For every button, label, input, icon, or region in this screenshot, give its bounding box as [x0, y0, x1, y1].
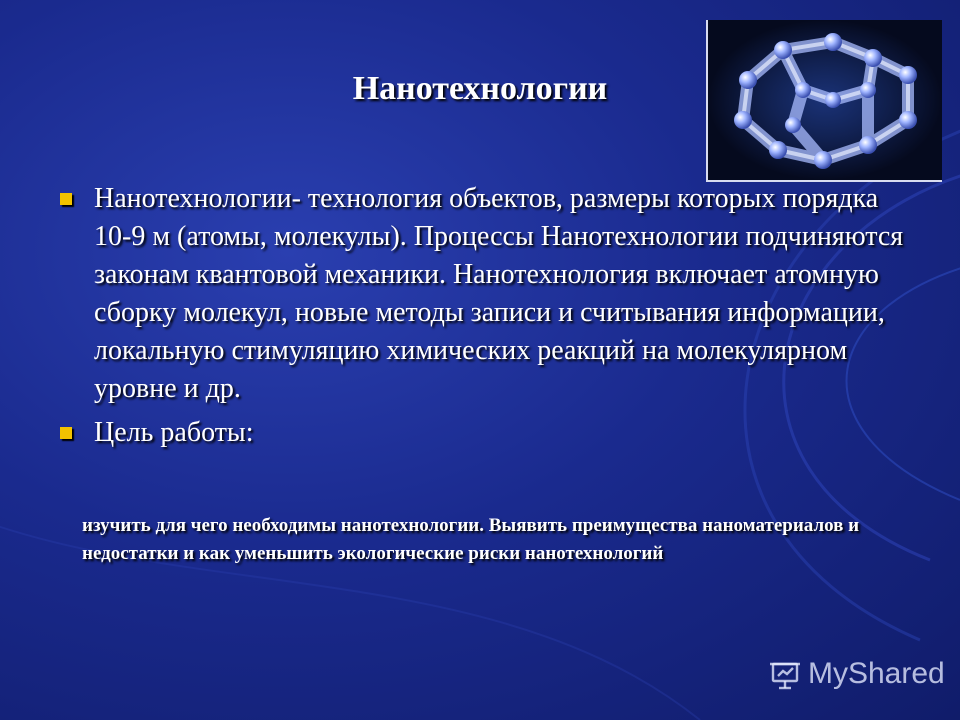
molecule-image: [706, 20, 942, 182]
bullet-marker-icon: [60, 193, 72, 205]
watermark-text: MyShared: [808, 657, 945, 690]
bullet-item-definition: [60, 180, 920, 408]
presentation-icon: [768, 657, 802, 691]
watermark: [768, 654, 945, 694]
bullet-item-goal: [60, 414, 920, 452]
bullet-text: Нанотехнологии- технология объектов, размеры которых порядка 10-9 м (атомы, молекулы). Процессы Нанотехнологии подчиняются законам квантовой механики. Нанотехнология включает атомную сборку молекул, новые методы записи и считывания информации, локальную стимуляцию химических реакций на молекулярном уровне и др.: [94, 183, 904, 404]
bullet-text: Цель работы:: [94, 417, 254, 448]
bullet-list: [60, 180, 920, 458]
goal-description: изучить для чего необходимы нанотехнологии. Выявить преимущества наноматериалов и недостатки и как уменьшить экологические риски нанотехнологий: [82, 515, 860, 564]
slide-title: Нанотехнологии: [352, 70, 608, 107]
bullet-marker-icon: [60, 427, 72, 439]
